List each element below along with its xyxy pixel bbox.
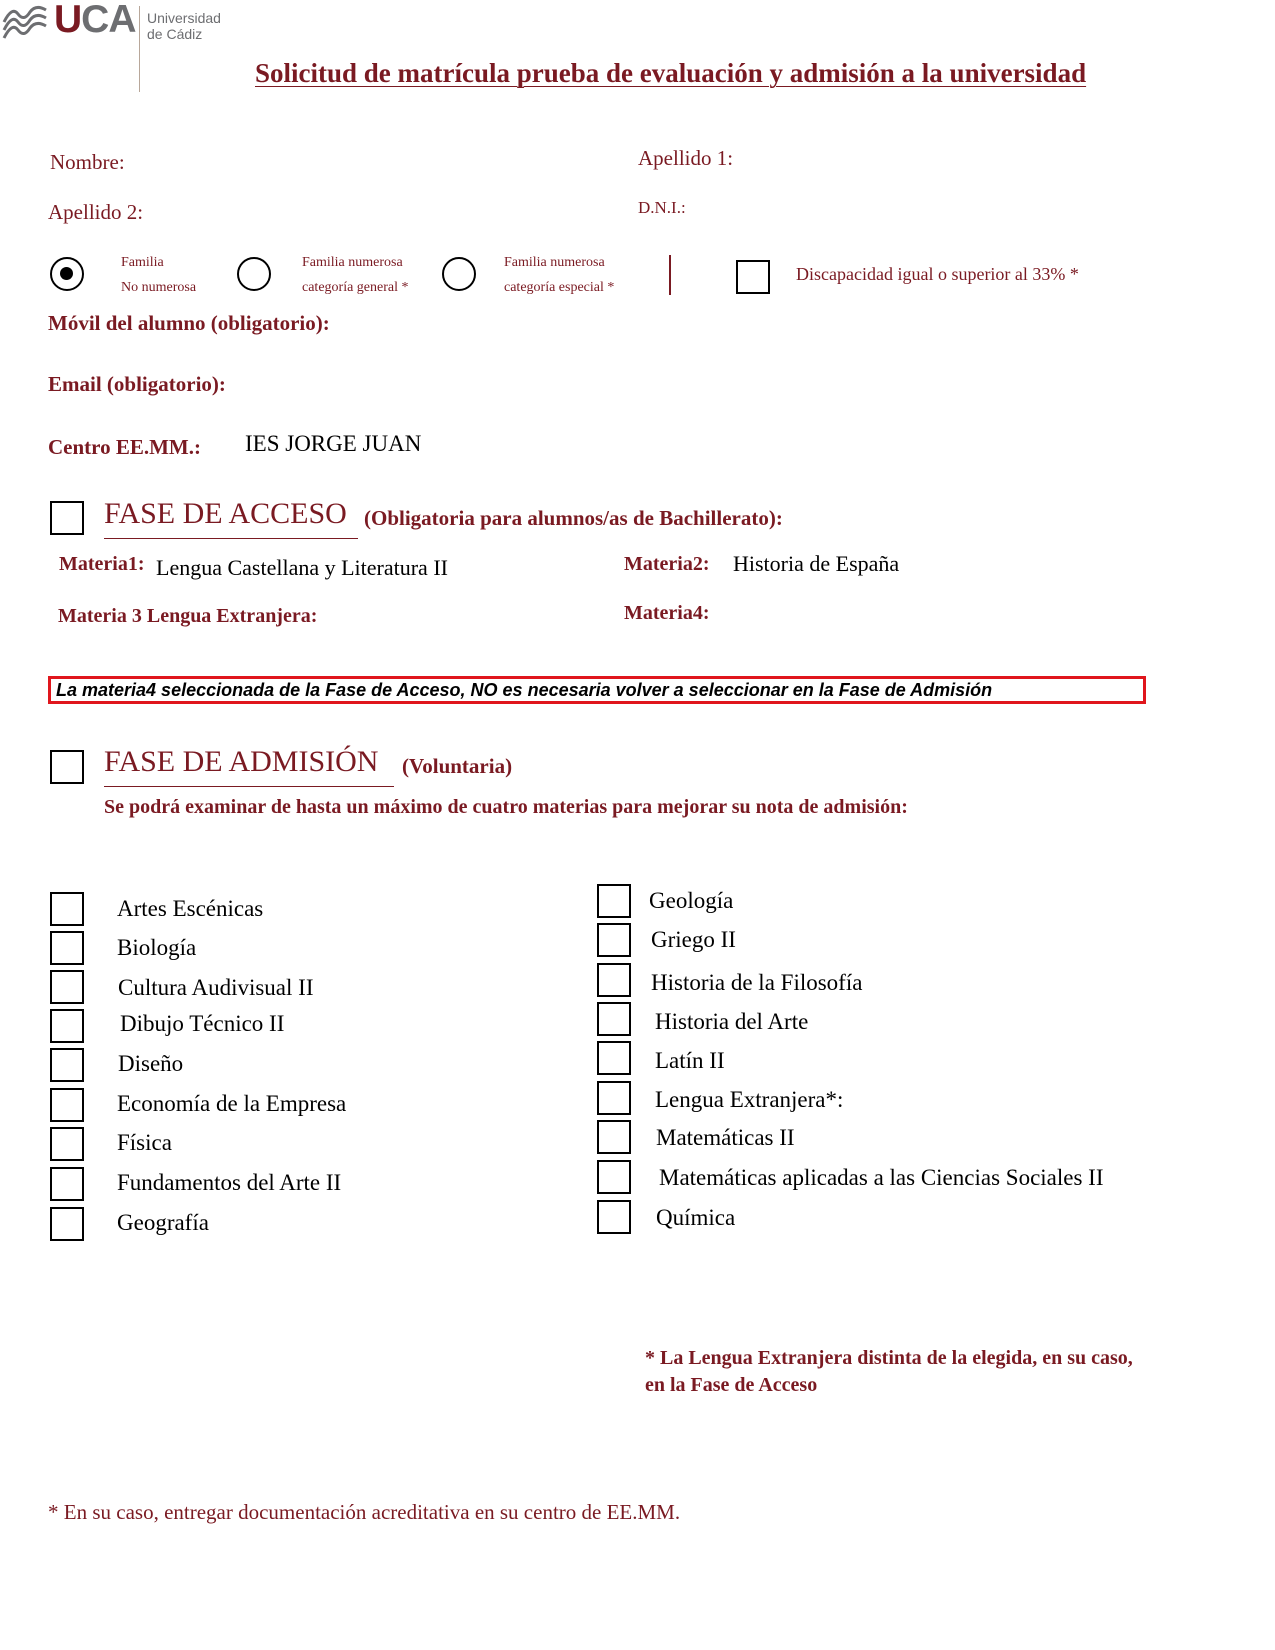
materia4-label: Materia4: bbox=[624, 602, 710, 624]
apellido1-label: Apellido 1: bbox=[638, 146, 734, 170]
subject-label: Artes Escénicas bbox=[117, 896, 264, 921]
subject-label: Química bbox=[656, 1205, 736, 1230]
subject-label: Biología bbox=[117, 935, 197, 960]
subject-checkbox[interactable] bbox=[597, 1081, 631, 1115]
uca-logo-text: UCA bbox=[54, 0, 136, 41]
subject-label: Historia de la Filosofía bbox=[651, 970, 863, 995]
subject-label: Física bbox=[117, 1130, 172, 1155]
subject-checkbox[interactable] bbox=[597, 1120, 631, 1154]
subject-checkbox[interactable] bbox=[50, 1088, 84, 1122]
subject-checkbox[interactable] bbox=[597, 1002, 631, 1036]
materia1-label: Materia1: bbox=[59, 553, 145, 575]
materia4-notice: La materia4 seleccionada de la Fase de Acceso, NO es necesaria volver a seleccionar en la Fase de Admisión bbox=[48, 676, 1146, 704]
materia1-value: Lengua Castellana y Literatura II bbox=[156, 555, 448, 580]
familia-numerosa-general-radio[interactable] bbox=[237, 257, 271, 291]
subject-label: Griego II bbox=[651, 927, 736, 952]
subject-label: Historia del Arte bbox=[655, 1009, 809, 1034]
subject-label: Cultura Audivisual II bbox=[118, 975, 314, 1000]
materia3-label: Materia 3 Lengua Extranjera: bbox=[58, 605, 318, 627]
subject-label: Latín II bbox=[655, 1048, 725, 1073]
fase-acceso-underline bbox=[104, 538, 358, 539]
centro-label: Centro EE.MM.: bbox=[48, 435, 201, 459]
materia2-value: Historia de España bbox=[733, 551, 900, 576]
subject-label: Geografía bbox=[117, 1210, 209, 1235]
subject-label: Geología bbox=[649, 888, 734, 913]
apellido2-label: Apellido 2: bbox=[48, 200, 144, 224]
fase-admision-underline bbox=[104, 786, 394, 787]
familia-no-numerosa-label: Familia No numerosa bbox=[121, 255, 197, 295]
subject-label: Dibujo Técnico II bbox=[120, 1011, 285, 1036]
email-label: Email (obligatorio): bbox=[48, 372, 226, 396]
fase-admision-subheading: (Voluntaria) bbox=[402, 754, 513, 778]
subject-checkbox[interactable] bbox=[50, 970, 84, 1004]
subject-checkbox[interactable] bbox=[597, 1200, 631, 1234]
familia-numerosa-especial-label: Familia numerosa categoría especial * bbox=[504, 255, 615, 295]
subject-checkbox[interactable] bbox=[50, 931, 84, 965]
materia2-label: Materia2: bbox=[624, 553, 710, 575]
nombre-label: Nombre: bbox=[50, 150, 125, 174]
familia-no-numerosa-radio[interactable] bbox=[50, 257, 84, 291]
subject-checkbox[interactable] bbox=[597, 1041, 631, 1075]
uca-wave-logo-icon bbox=[2, 4, 48, 44]
university-name: Universidad de Cádiz bbox=[147, 10, 221, 42]
subject-label: Fundamentos del Arte II bbox=[117, 1170, 342, 1195]
logo-divider bbox=[139, 6, 140, 92]
fase-admision-heading: FASE DE ADMISIÓN bbox=[104, 745, 379, 778]
fase-acceso-checkbox[interactable] bbox=[50, 501, 84, 535]
subject-checkbox[interactable] bbox=[50, 1009, 84, 1043]
discapacidad-label: Discapacidad igual o superior al 33% * bbox=[796, 264, 1079, 284]
subject-checkbox[interactable] bbox=[597, 963, 631, 997]
subject-label: Matemáticas II bbox=[656, 1125, 795, 1150]
subject-label: Economía de la Empresa bbox=[117, 1091, 347, 1116]
familia-separator bbox=[669, 255, 671, 295]
subject-checkbox[interactable] bbox=[50, 1048, 84, 1082]
page-title: Solicitud de matrícula prueba de evaluación y admisión a la universidad bbox=[255, 58, 1087, 88]
subject-checkbox[interactable] bbox=[50, 1207, 84, 1241]
familia-numerosa-especial-radio[interactable] bbox=[442, 257, 476, 291]
fase-admision-description: Se podrá examinar de hasta un máximo de cuatro materias para mejorar su nota de admisión: bbox=[104, 796, 908, 818]
subject-label: Diseño bbox=[118, 1051, 184, 1076]
fase-acceso-heading: FASE DE ACCESO bbox=[104, 497, 347, 530]
documentacion-footnote: * En su caso, entregar documentación acreditativa en su centro de EE.MM. bbox=[48, 1500, 681, 1524]
discapacidad-checkbox[interactable] bbox=[736, 260, 770, 294]
subject-label: Lengua Extranjera*: bbox=[655, 1087, 844, 1112]
fase-admision-checkbox[interactable] bbox=[50, 750, 84, 784]
fase-acceso-subheading: (Obligatoria para alumnos/as de Bachillerato): bbox=[364, 506, 783, 530]
centro-value: IES JORGE JUAN bbox=[245, 431, 422, 456]
dni-label: D.N.I.: bbox=[638, 198, 686, 217]
subject-checkbox[interactable] bbox=[50, 1167, 84, 1201]
subject-checkbox[interactable] bbox=[50, 1127, 84, 1161]
radio-selected-dot bbox=[60, 267, 73, 280]
subject-checkbox[interactable] bbox=[50, 892, 84, 926]
subject-label: Matemáticas aplicadas a las Ciencias Sociales II bbox=[659, 1165, 1104, 1190]
movil-label: Móvil del alumno (obligatorio): bbox=[48, 311, 330, 335]
subject-checkbox[interactable] bbox=[597, 923, 631, 957]
subject-checkbox[interactable] bbox=[597, 1160, 631, 1194]
subject-checkbox[interactable] bbox=[597, 884, 631, 918]
familia-numerosa-general-label: Familia numerosa categoría general * bbox=[302, 255, 409, 295]
lengua-extranjera-footnote: * La Lengua Extranjera distinta de la elegida, en su caso, en la Fase de Acceso bbox=[645, 1347, 1133, 1396]
